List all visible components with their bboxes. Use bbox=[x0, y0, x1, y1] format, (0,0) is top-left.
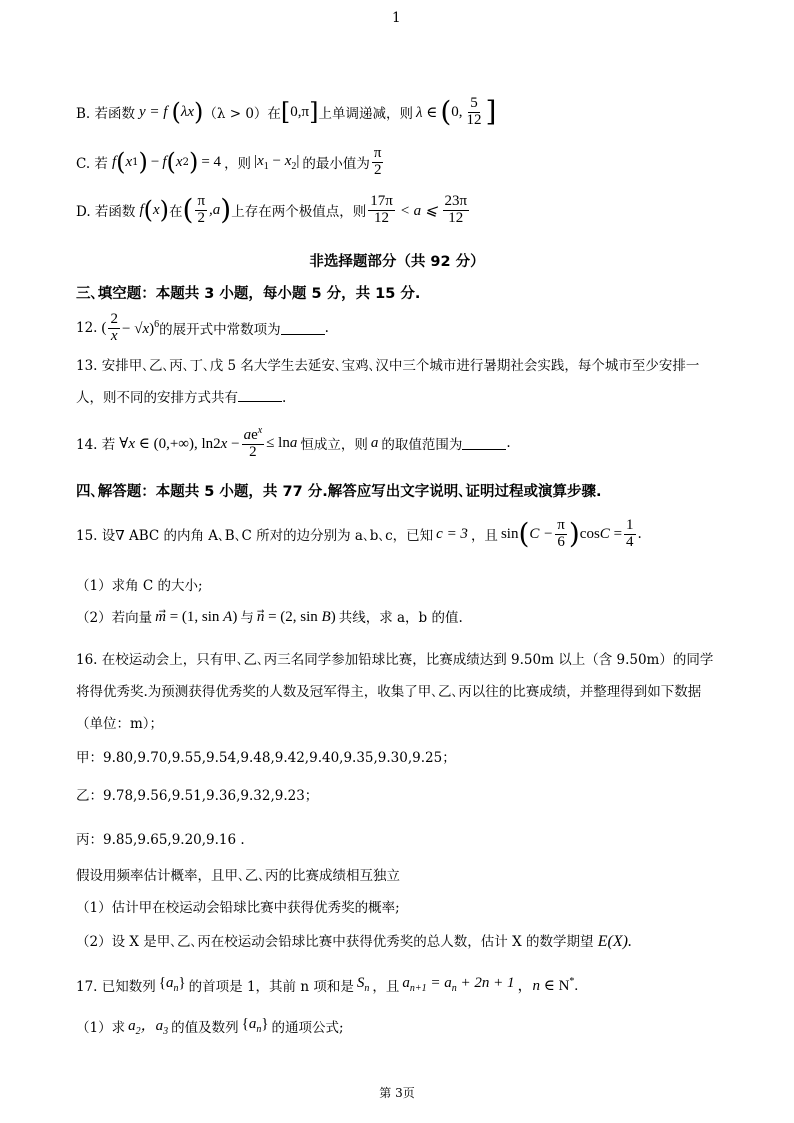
q17-prefix: 17. 已知数列 bbox=[76, 978, 156, 995]
q15-part1: （1）求角 C 的大小; bbox=[76, 578, 203, 594]
q16-assumption: 假设用频率估计概率，且甲､乙､丙的比赛成绩相互独立 bbox=[76, 868, 400, 884]
option-b-prefix: B. 若函数 bbox=[76, 106, 136, 123]
question-13: 人，则不同的安排方式共有 . bbox=[76, 390, 287, 406]
q14-tail: 的取值范围为 bbox=[381, 437, 463, 454]
q14-answer-blank[interactable] bbox=[462, 437, 506, 450]
q16-part2 bbox=[76, 930, 632, 951]
section3-title: 三､填空题：本题共 3 小题，每小题 5 分，共 15 分. bbox=[76, 286, 421, 302]
option-b-mid: 上单调递减，则 bbox=[318, 106, 413, 123]
q14-prefix: 14. 若 bbox=[76, 437, 116, 454]
question-14: 14. 若 ∀x ∈ (0,+∞), ln2x − $\frac{ae^x}{2}$ ≤ lna 恒成立，则 a 的取值范围为 . bbox=[76, 425, 511, 460]
option-b: B. 若函数 y = f ( λx ) （λ > 0）在 [ 0,π ] 上单调递减，则 λ ∈ ( 0, $\frac{5}{12}$ ] bbox=[76, 95, 497, 129]
q13-line2: 人，则不同的安排方式共有 bbox=[76, 390, 238, 406]
q13-answer-blank[interactable] bbox=[238, 389, 282, 402]
q16-p2-prefix: （2）设 X 是甲､乙､丙在校运动会铅球比赛中获得优秀奖的总人数，估计 X 的数学期望 bbox=[76, 934, 594, 950]
q16-part1: （1）估计甲在校运动会铅球比赛中获得优秀奖的概率; bbox=[76, 900, 400, 916]
q15-p2-tail: 共线，求 a，b 的值. bbox=[338, 610, 463, 626]
q16-line2: 将得优秀奖.为预测获得优秀奖的人数及冠军得主，收集了甲､乙､丙以往的比赛成绩，并整理得到如下数据 bbox=[76, 684, 702, 700]
q15-p2-prefix: （2）若向量 bbox=[76, 610, 153, 626]
option-c-prefix: C. 若 bbox=[76, 156, 108, 173]
q16-data-bing: 丙：9.85,9.65,9.20,9.16 . bbox=[76, 832, 245, 848]
option-c-mid2: 的最小值为 bbox=[302, 156, 370, 173]
q16-data-yi: 乙：9.78,9.56,9.51,9.36,9.32,9.23； bbox=[76, 788, 319, 804]
q17-part1: （1）求 $a_2$，$a_3$ 的值及数列 $\{a_n\}$ 的通项公式; bbox=[76, 1016, 344, 1037]
q13-line1: 13. 安排甲､乙､丙､丁､戊 5 名大学生去延安､宝鸡､汉中三个城市进行暑期社会实践，每个城市至少安排一 bbox=[76, 358, 700, 374]
q16-data-jia: 甲：9.80,9.70,9.55,9.54,9.48,9.42,9.40,9.35,9.30,9.25； bbox=[76, 750, 456, 766]
option-d-mid2: 上存在两个极值点，则 bbox=[231, 204, 367, 221]
option-d-mid: 在 bbox=[169, 204, 183, 221]
q12-number: 12. bbox=[76, 320, 98, 337]
q17-mid2: ，且 bbox=[372, 978, 400, 995]
section4-title: 四､解答题：本题共 5 小题，共 77 分.解答应写出文字说明､证明过程或演算步骤. bbox=[76, 484, 602, 500]
q17-p1-tail: 的通项公式; bbox=[271, 1019, 344, 1036]
page-number-top: 1 bbox=[392, 10, 401, 26]
question-15: 15. 设∇ ABC 的内角 A､B､C 所对的边分别为 a､b､c，已知 c = 3 ，且 sin ( C − $\frac{\pi}{6}$ ) cosC = $\frac{1}{4}$ . bbox=[76, 517, 642, 551]
question-12: 12. ( $\frac{2}{x}$ − √x)$^6$ 的展开式中常数项为 . bbox=[76, 311, 329, 344]
q16-line3: （单位：m）； bbox=[76, 716, 164, 732]
option-b-cond: （λ > 0）在 bbox=[203, 106, 281, 123]
section-nonchoice-header: 非选择题部分（共 92 分） bbox=[309, 254, 485, 270]
q14-mid: 恒成立，则 bbox=[300, 437, 368, 454]
q17-p1-prefix: （1）求 bbox=[76, 1019, 126, 1036]
q17-mid1: 的首项是 1，其前 n 项和是 bbox=[188, 978, 354, 995]
q16-p2-expr: E(X). bbox=[597, 933, 632, 950]
q15-text: 15. 设∇ ABC 的内角 A､B､C 所对的边分别为 a､b､c，已知 bbox=[76, 528, 434, 545]
q16-line1: 16. 在校运动会上，只有甲､乙､丙三名同学参加铅球比赛，比赛成绩达到 9.50m 以上（含 9.50m）的同学 bbox=[76, 652, 714, 668]
q12-answer-blank[interactable] bbox=[281, 322, 325, 335]
question-17: 17. 已知数列 $\{a_n\}$ 的首项是 1，其前 n 项和是 $S_n$ ，且 $a_{n+1} = a_n + 2n + 1$ ，n ∈ N*. bbox=[76, 975, 579, 995]
q15-p2-mid: 与 bbox=[240, 610, 254, 626]
q15-part2: （2）若向量 m⃗ = (1, sin A) 与 n⃗ = (2, sin B) 共线，求 a，b 的值. bbox=[76, 606, 463, 626]
option-d: D. 若函数 f ( x ) 在 ( $\frac{\pi}{2}$ ,a ) 上存在两个极值点，则 $\frac{17\pi}{12}$ < a ⩽ $\frac{23\pi}{12}$ bbox=[76, 193, 468, 227]
option-c: C. 若 f ( x 1 ) − f ( x 2 ) = 4 ，则 $|x_1 - x_2|$ 的最小值为 $\frac{\pi}{2}$ bbox=[76, 145, 382, 178]
option-d-prefix: D. 若函数 bbox=[76, 204, 136, 221]
option-c-mid: ，则 bbox=[224, 156, 252, 173]
q15-mid: ，且 bbox=[470, 528, 498, 545]
page-footer: 第 3页 bbox=[379, 1086, 415, 1100]
q12-tail: 的展开式中常数项为 bbox=[159, 322, 281, 339]
q17-p1-mid: 的值及数列 bbox=[171, 1019, 239, 1036]
